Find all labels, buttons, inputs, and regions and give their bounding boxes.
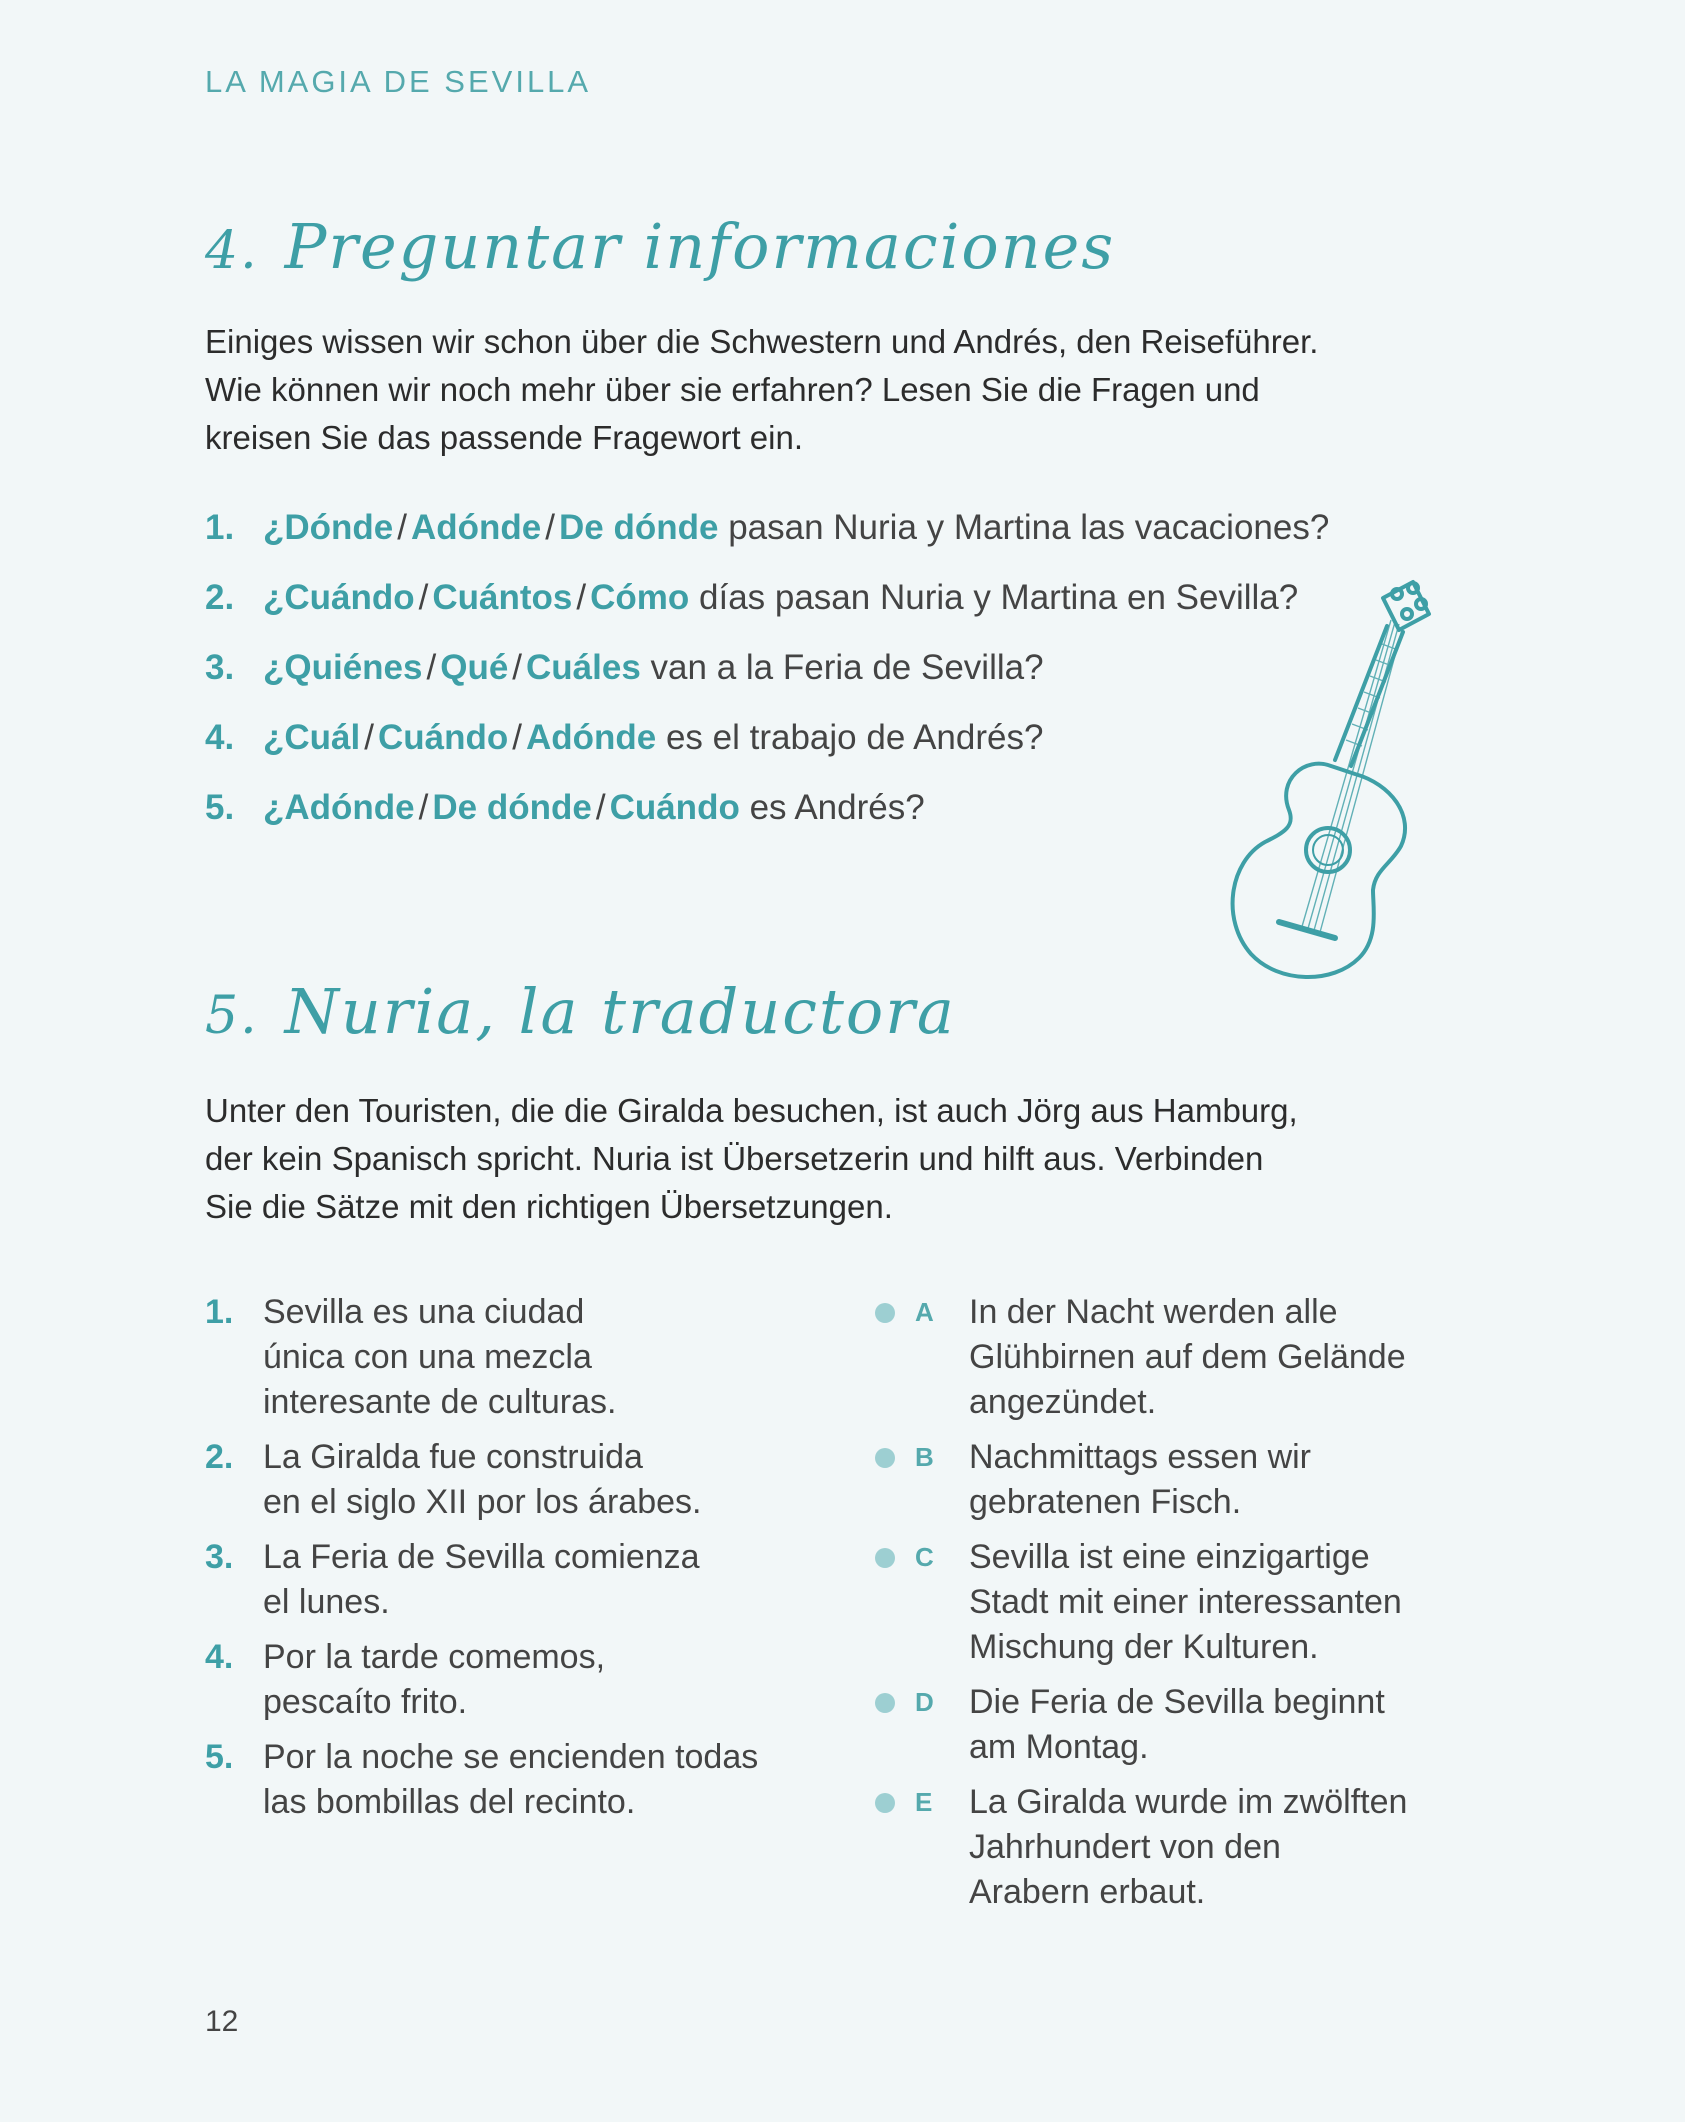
translation-letter: B [915, 1442, 934, 1472]
intro-line: Unter den Touristen, die die Giralda besuchen, ist auch Jörg aus Hamburg, [205, 1092, 1298, 1129]
german-translation-list [875, 1290, 1435, 1925]
question-item: 3. ¿Quiénes / Qué / Cuáles van a la Feria de Sevilla? [205, 648, 1044, 687]
running-head: LA MAGIA DE SEVILLA [205, 64, 592, 99]
translation-text: Nachmittags essen wir gebratenen Fisch. [969, 1438, 1312, 1521]
sentence-number: 1. [205, 1293, 234, 1331]
question-text: es Andrés? [749, 788, 925, 827]
option-word[interactable]: Cuántos [432, 578, 573, 617]
question-text: van a la Feria de Sevilla? [650, 648, 1044, 687]
section-5-number: 5. [205, 986, 259, 1046]
option-word[interactable]: Adónde [411, 508, 542, 547]
translation-text: Sevilla ist eine einzigartige Stadt mit einer interessanten Mischung der Kulturen. [969, 1538, 1402, 1666]
intro-line: der kein Spanisch spricht. Nuria ist Übersetzerin und hilft aus. Verbinden [205, 1140, 1264, 1177]
page-number: 12 [205, 2005, 239, 2038]
section-5-title [205, 975, 956, 1048]
section-4-intro [205, 318, 1445, 462]
question-text: pasan Nuria y Martina las vacaciones? [728, 508, 1330, 547]
intro-line: Einiges wissen wir schon über die Schwestern und Andrés, den Reiseführer. [205, 323, 1319, 360]
intro-line: Wie können wir noch mehr über sie erfahren? Lesen Sie die Fragen und [205, 371, 1260, 408]
german-translation[interactable] [875, 1680, 1435, 1770]
question-text: es el trabajo de Andrés? [665, 718, 1044, 757]
sentence-text: Por la tarde comemos, pescaíto frito. [263, 1638, 606, 1721]
option-word[interactable]: De dónde [432, 788, 592, 827]
spanish-sentence-list [205, 1290, 825, 1835]
match-dot[interactable] [875, 1448, 895, 1468]
option-word[interactable]: ¿Cuál [263, 718, 361, 757]
sentence-text: Sevilla es una ciudad única con una mezcla interesante de culturas. [263, 1293, 617, 1421]
option-word[interactable]: ¿Adónde [263, 788, 415, 827]
question-item: 5. ¿Adónde / De dónde / Cuándo es Andrés? [205, 788, 925, 827]
match-dot[interactable] [875, 1793, 895, 1813]
question-item: 1. ¿Dónde / Adónde / De dónde pasan Nuria y Martina las vacaciones? [205, 508, 1330, 547]
translation-text: In der Nacht werden alle Glühbirnen auf dem Gelände angezündet. [969, 1293, 1406, 1421]
guitar-icon [1215, 570, 1455, 990]
question-number: 2. [205, 578, 235, 617]
spanish-sentence[interactable] [205, 1635, 825, 1725]
option-word[interactable]: Cómo [590, 578, 690, 617]
spanish-sentence[interactable] [205, 1535, 825, 1625]
match-dot[interactable] [875, 1303, 895, 1323]
section-4-title [205, 210, 1115, 283]
question-item: 2. ¿Cuándo / Cuántos / Cómo días pasan Nuria y Martina en Sevilla? [205, 578, 1299, 617]
option-word[interactable]: Cuándo [609, 788, 740, 827]
translation-text: Die Feria de Sevilla beginnt am Montag. [969, 1683, 1385, 1766]
german-translation[interactable] [875, 1290, 1435, 1425]
sentence-number: 2. [205, 1438, 234, 1476]
question-item: 4. ¿Cuál / Cuándo / Adónde es el trabajo de Andrés? [205, 718, 1044, 757]
translation-letter: C [915, 1542, 934, 1572]
german-translation[interactable] [875, 1435, 1435, 1525]
sentence-number: 3. [205, 1538, 234, 1576]
section-5-title-text: Nuria, la traductora [284, 975, 956, 1048]
question-number: 5. [205, 788, 235, 827]
translation-letter: A [915, 1297, 934, 1327]
question-number: 1. [205, 508, 235, 547]
translation-letter: D [915, 1687, 934, 1717]
match-dot[interactable] [875, 1548, 895, 1568]
sentence-text: Por la noche se encienden todas las bombillas del recinto. [263, 1738, 759, 1821]
option-word[interactable]: ¿Dónde [263, 508, 394, 547]
option-word[interactable]: Cuáles [526, 648, 641, 687]
option-word[interactable]: Qué [440, 648, 509, 687]
option-word[interactable]: Adónde [525, 718, 657, 757]
question-number: 3. [205, 648, 235, 687]
question-list [205, 508, 1329, 858]
option-word[interactable]: Cuándo [377, 718, 509, 757]
sentence-text: La Feria de Sevilla comienza el lunes. [263, 1538, 700, 1621]
german-translation[interactable] [875, 1780, 1435, 1915]
question-number: 4. [205, 718, 235, 757]
spanish-sentence[interactable] [205, 1735, 825, 1825]
intro-line: kreisen Sie das passende Fragewort ein. [205, 419, 803, 456]
section-4-number: 4. [205, 221, 259, 281]
option-word[interactable]: ¿Cuándo [263, 578, 415, 617]
intro-line: Sie die Sätze mit den richtigen Übersetzungen. [205, 1188, 893, 1225]
spanish-sentence[interactable] [205, 1435, 825, 1525]
german-translation[interactable] [875, 1535, 1435, 1670]
translation-letter: E [915, 1787, 933, 1817]
spanish-sentence[interactable] [205, 1290, 825, 1425]
option-word[interactable]: ¿Quiénes [263, 648, 423, 687]
sentence-text: La Giralda fue construida en el siglo XII por los árabes. [263, 1438, 702, 1521]
section-4-title-text: Preguntar informaciones [284, 210, 1116, 283]
sentence-number: 4. [205, 1638, 234, 1676]
question-text: días pasan Nuria y Martina en Sevilla? [699, 578, 1299, 617]
translation-text: La Giralda wurde im zwölften Jahrhundert von den Arabern erbaut. [969, 1783, 1408, 1911]
option-word[interactable]: De dónde [559, 508, 719, 547]
section-5-intro [205, 1087, 1445, 1231]
sentence-number: 5. [205, 1738, 234, 1776]
match-dot[interactable] [875, 1693, 895, 1713]
